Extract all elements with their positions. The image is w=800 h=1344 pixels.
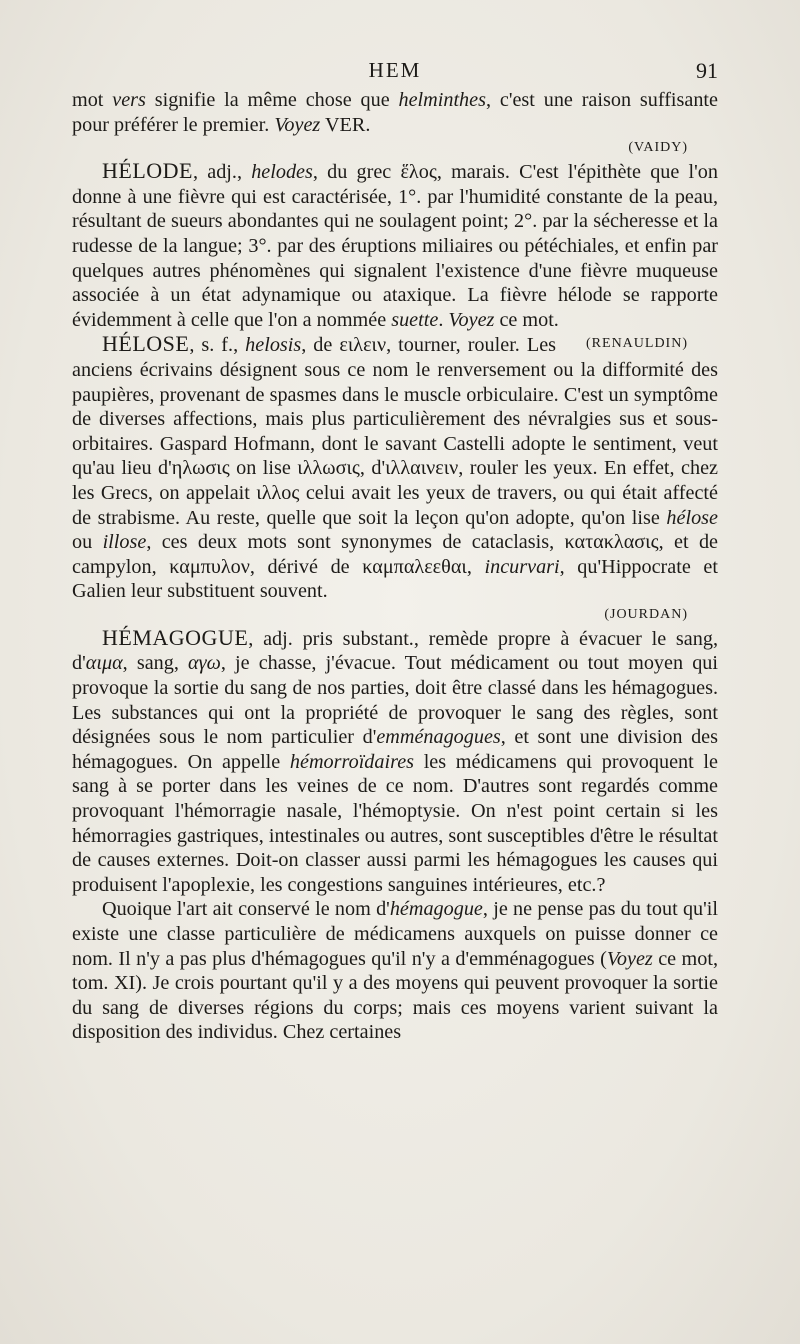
text-run: , je ne pense pas du tout qu'il existe une classe particulière de médicamens auxquels on puisse donner ce nom. Il n'y a pas plus d'hémagogues qu'il n'y a d'emménagogues ( [72, 898, 718, 970]
term-italic: helodes [251, 161, 313, 184]
term-italic: hémorroïdaires [289, 750, 415, 773]
page-number: 91 [696, 58, 718, 83]
entry-hemagogue [72, 626, 718, 898]
text-run: , s. f., [189, 334, 246, 357]
greek-term-italic: αγω [188, 652, 221, 675]
entry-hemagogue-paragraph-2 [72, 897, 718, 1045]
headword: HÉLODE [102, 158, 193, 184]
author-signature: (RENAULDIN) [586, 336, 688, 352]
text-run: ou [72, 531, 103, 554]
author-signature: (JOURDAN) [604, 606, 688, 622]
text-run: , du grec ἕλος, marais. C'est l'épithète que l'on donne à une fièvre qui est caractérisée, 1°. par l'humidité constante de la peau, résultant de sueurs abondantes qui ne soulagent point; 2°. par la sécheresse et la rudesse de la langue; 3°. par des éruptions miliaires ou pétéchiales, et enfin par quelques autres phénomènes qui signalent l'existence d'une fièvre muqueuse associée à un état adynamique ou ataxique. La fièvre hélode se rapporte évidemment à celle que l'on a nommée [72, 161, 718, 331]
cross-reference-target: VER. [320, 113, 371, 136]
term-italic: helminthes [398, 89, 486, 111]
entry-helose [72, 332, 718, 604]
text-run: , qu'Hippocrate et Galien leur substituent souvent. [72, 555, 718, 603]
text-run: , c'est une raison suffisante pour préférer le premier. [72, 89, 719, 136]
term-italic: helosis [245, 334, 302, 357]
cross-reference-italic: Voyez [274, 113, 321, 136]
text-run: les médicamens qui provoquent le sang à se porter dans les veines de ce nom. D'autres sont regardés comme provoquant l'hémorragie nasale, l'hémoptysie. On n'est point certain si les hémorragies gastriques, intestinales ou autres, sont susceptibles d'être le résultat de causes externes. Doit-on classer aussi parmi les hémagogues les causes qui produisent l'apoplexie, les congestions sanguines intérieures, etc.? [72, 750, 718, 896]
body-text [72, 88, 718, 1045]
entry-ver-continuation [72, 88, 718, 137]
text-run: , sang, [122, 652, 189, 675]
text-run: , ces deux mots sont synonymes de cataclasis, κατακλασις, et de campylon, καμπυλον, dérivé de καμπαλεεθαι, [72, 531, 719, 578]
author-signature: (VAIDY) [628, 140, 688, 156]
text-run: , adj., [192, 161, 252, 184]
text-run: , et sont une division des hémagogues. On appelle [72, 726, 718, 773]
term-italic: hémagogue [389, 898, 483, 921]
headword: HÉLOSE [102, 331, 190, 357]
headword: HÉMAGOGUE [102, 624, 249, 650]
text-run: signifie la même chose que [145, 89, 399, 111]
text-run: , de ειλειν, tourner, rouler. Les anciens écrivains désignent sous ce nom le renversement ou la difformité des paupières, provenant de spasmes dans le muscle orbiculaire. C'est un symptôme de diverses affections, mais plus particulièrement des névralgies sus et sous-orbitaires. Gaspard Hofmann, dont le savant Castelli adopte le sentiment, veut qu'au lieu d'ηλωσις on lise ιλλωσις, d'ιλλαινειν, rouler les yeux. En effet, chez les Grecs, on appelait ιλλος celui avait les yeux de travers, ou qui était affecté de strabisme. Au reste, quelle que soit la leçon qu'on adopte, qu'on lise [72, 334, 718, 529]
term-italic: illose [102, 531, 147, 554]
term-italic: vers [112, 89, 146, 111]
text-run: , je chasse, j'évacue. Tout médicament ou tout moyen qui provoque la sortie du sang de nos parties, doit être classé dans les hémagogues. Les substances qui ont la propriété de provoquer le sang des règles, sont désignées sous le nom particulier d' [72, 652, 718, 749]
term-italic: incurvari [484, 555, 560, 578]
term-italic: hélose [666, 506, 718, 529]
cross-reference-italic: Voyez [448, 308, 495, 331]
term-italic: suette [391, 308, 439, 331]
text-run: , adj. pris substant., remède propre à évacuer le sang, d' [72, 627, 718, 675]
page-header [72, 58, 718, 88]
text-run: ce mot, tom. XI). Je crois pourtant qu'il y a des moyens qui peuvent provoquer la sortie du sang de diverses régions du corps; mais ces moyens varient suivant la disposition des individus. Chez certaines [72, 947, 719, 1044]
running-head: HEM [368, 58, 422, 82]
text-run: Quoique l'art ait conservé le nom d' [102, 898, 390, 921]
text-run: . [438, 308, 449, 331]
text-run: ce mot. [494, 308, 559, 331]
text-run: mot [72, 89, 113, 111]
term-italic: emménagogues [376, 726, 501, 749]
greek-term-italic: αιμα [85, 652, 123, 675]
cross-reference-italic: Voyez [606, 947, 653, 970]
